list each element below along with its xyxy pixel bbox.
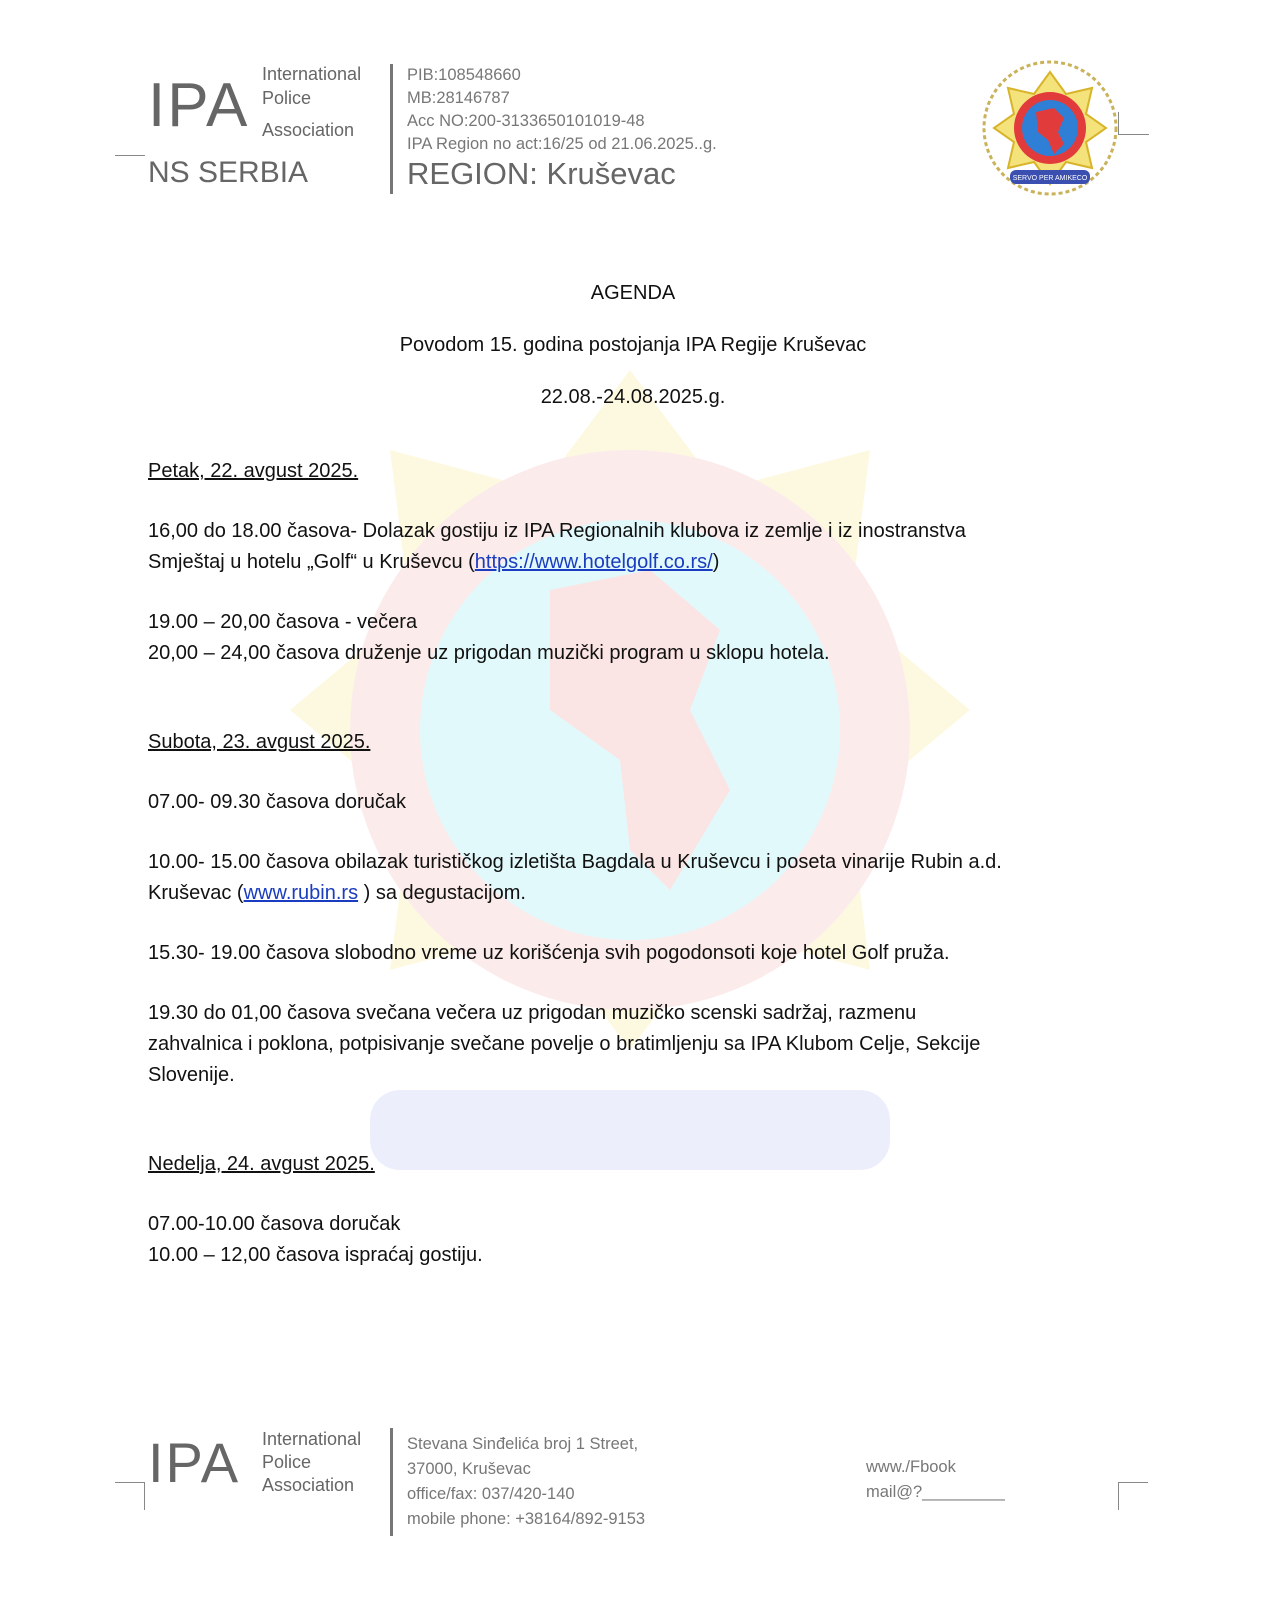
logo-word-association: Association xyxy=(262,1475,355,1495)
address-city: 37000, Kruševac xyxy=(407,1460,531,1478)
corner-mark xyxy=(144,1482,145,1510)
day-heading: Nedelja, 24. avgust 2025. xyxy=(148,1153,375,1175)
address-street: Stevana Sinđelića broj 1 Street, xyxy=(407,1435,639,1453)
agenda-occasion: Povodom 15. godina postojanja IPA Regije Kruševac xyxy=(399,334,867,356)
agenda-title: AGENDA xyxy=(590,282,676,304)
schedule-text: ) sa degustacijom. xyxy=(358,882,526,904)
schedule-text: Kruševac ( xyxy=(148,882,244,904)
ipa-emblem-logo xyxy=(980,58,1120,198)
agenda-dates: 22.08.-24.08.2025.g. xyxy=(540,386,726,408)
logo-word-association: Association xyxy=(262,120,355,140)
rubin-link[interactable]: www.rubin.rs xyxy=(243,882,359,904)
footer-mail: mail@?_________ xyxy=(866,1483,1005,1501)
footer-ipa-logo-text: IPA xyxy=(148,1431,241,1494)
footer-web-link: www./Fbook xyxy=(866,1458,956,1476)
day-sunday xyxy=(148,1149,1128,1271)
schedule-line xyxy=(148,878,1128,909)
schedule-line: 20,00 – 24,00 časova druženje uz prigodan muzički program u sklopu hotela. xyxy=(148,642,830,664)
day-heading: Subota, 23. avgust 2025. xyxy=(148,731,371,753)
corner-mark xyxy=(115,1482,145,1483)
schedule-line: 07.00- 09.30 časova doručak xyxy=(148,791,406,813)
address-mobile: mobile phone: +38164/892-9153 xyxy=(407,1510,646,1528)
corner-mark xyxy=(1118,1482,1148,1483)
day-saturday xyxy=(148,727,1128,1091)
schedule-line: 10.00- 15.00 časova obilazak turističkog izletišta Bagdala u Kruševcu i poseta vinarije Rubin a.d. xyxy=(148,851,1002,873)
schedule-line: 10.00 – 12,00 časova ispraćaj gostiju. xyxy=(148,1244,483,1266)
schedule-line: 15.30- 19.00 časova slobodno vreme uz korišćenja svih pogodonsoti koje hotel Golf pruža. xyxy=(148,942,950,964)
schedule-line: zahvalnica i poklona, potpisivanje svečane povelje o bratimljenju sa IPA Klubom Celje, Sekcije xyxy=(148,1033,981,1055)
ipa-logo-words xyxy=(262,62,361,142)
meta-act: IPA Region no act:16/25 od 21.06.2025..g. xyxy=(407,135,717,153)
header-divider xyxy=(390,64,393,194)
header-meta xyxy=(407,64,717,156)
corner-mark xyxy=(1118,1482,1119,1510)
schedule-text: Smještaj u hotelu „Golf“ u Kruševcu ( xyxy=(148,551,475,573)
logo-word-police: Police xyxy=(262,88,312,108)
schedule-line xyxy=(148,547,1128,578)
region-title: REGION: Kruševac xyxy=(407,156,676,191)
meta-account: Acc NO:200-3133650101019-48 xyxy=(407,112,645,130)
logo-word-police: Police xyxy=(262,1452,312,1472)
logo-word-international: International xyxy=(262,64,362,84)
day-friday xyxy=(148,456,1128,669)
logo-word-international: International xyxy=(262,1429,362,1449)
corner-mark xyxy=(1118,112,1149,135)
schedule-text: ) xyxy=(712,551,720,573)
footer-logo-words xyxy=(262,1428,361,1497)
meta-pib: PIB:108548660 xyxy=(407,66,521,84)
hotel-golf-link[interactable]: https://www.hotelgolf.co.rs/ xyxy=(474,551,713,573)
meta-mb: MB:28146787 xyxy=(407,89,510,107)
schedule-line: 16,00 do 18.00 časova- Dolazak gostiju iz IPA Regionalnih klubova iz zemlje i iz inostranstva xyxy=(148,520,966,542)
address-phone: office/fax: 037/420-140 xyxy=(407,1485,575,1503)
schedule-line: 07.00-10.00 časova doručak xyxy=(148,1213,401,1235)
ipa-logo-text: IPA xyxy=(148,71,250,140)
corner-mark xyxy=(115,133,145,156)
emblem-motto: SERVO PER AMIKECO xyxy=(1012,175,1088,182)
schedule-line: 19.00 – 20,00 časova - večera xyxy=(148,611,418,633)
schedule-line: 19.30 do 01,00 časova svečana večera uz prigodan muzičko scenski sadržaj, razmenu xyxy=(148,1002,917,1024)
footer-address xyxy=(407,1432,645,1532)
section-name: NS SERBIA xyxy=(148,156,309,189)
schedule-line: Slovenije. xyxy=(148,1064,235,1086)
day-heading: Petak, 22. avgust 2025. xyxy=(148,460,359,482)
footer-web xyxy=(866,1455,1005,1505)
footer-divider xyxy=(390,1428,393,1536)
